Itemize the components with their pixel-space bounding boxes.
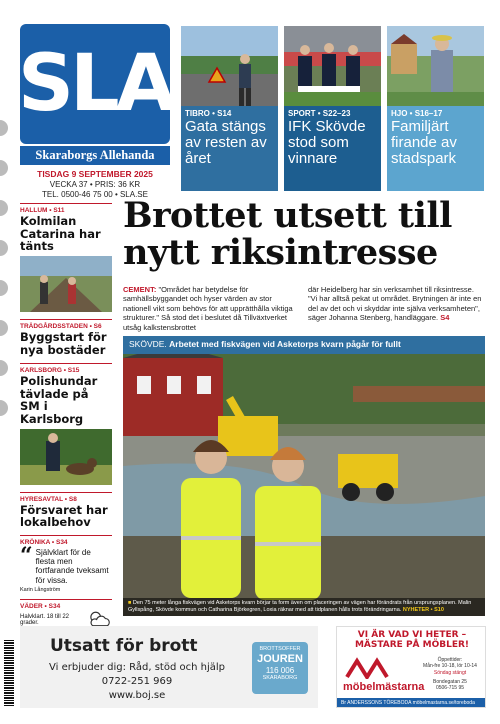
ad-title: Utsatt för brott <box>50 636 198 656</box>
hours: Mån-fre 10-18, lör 10-14 <box>423 663 477 670</box>
contact-info: TEL. 0500-46 75 00 • SLA.SE <box>42 190 148 200</box>
left-kicker: KARLSBORG • S15 <box>20 367 80 375</box>
ad-brand: möbelmästarna <box>343 681 425 693</box>
lede-column-1 <box>123 285 300 332</box>
hours-title: Öppettider: <box>437 657 463 663</box>
column-author: Karin Långström <box>20 586 61 593</box>
polishund-photo <box>20 429 112 485</box>
caption-bullet-icon: ■ <box>128 600 132 606</box>
barcode <box>4 640 14 706</box>
caption-text: Den 75 meter långa fiskvägen vid Asketorps kvarn börjar ta form även om placeringen av vägen har förändrats från ursprungsplanen. Malin Gyllspång, Skövde kommun och Catharina Björkegren, Loxia räknar med att tidplanen hålls trots förändringarna. <box>128 600 472 613</box>
photo-title-bar <box>123 336 485 354</box>
left-column <box>20 203 112 628</box>
ad-info <box>417 657 483 691</box>
registration-marks <box>0 120 10 440</box>
teaser-photo <box>284 26 381 106</box>
left-kicker: KRÖNIKA • S34 <box>20 539 68 547</box>
top-teasers <box>181 26 485 191</box>
issue-date: TISDAG 9 SEPTEMBER 2025 <box>37 169 153 179</box>
lede-text-2: där Heidelberg har sin verksamhet till riksintresse. "Vi har alltså pekat ut området. Brytningen är inte en del av det och vi skyddar inte själva verksamheten", säger Johanna Stenberg, handläggare. <box>308 285 482 323</box>
main-headline[interactable]: Brottet utsett till nytt riksintresse <box>123 195 452 273</box>
kolmila-photo <box>20 256 112 312</box>
left-headline: Byggstart för nya bostäder <box>20 329 107 357</box>
quote-icon: “ <box>20 543 33 570</box>
mobel-logo-icon <box>345 657 405 679</box>
phone: 0506-715 95 <box>435 685 465 691</box>
teaser-headline: Familjärt firande av stadspark <box>391 118 457 167</box>
teaser-box <box>284 106 381 191</box>
ad-url[interactable]: www.boj.se <box>108 690 166 701</box>
lede-text-1: "Området har betydelse för samhällsbyggandet och hyser värden av stor nationell vikt som behövs för att upprätthålla viktiga strukturer." Så stod det i beslutet då Tillväxtverket utsåg kalkstensbrottet <box>123 285 293 332</box>
ad-line: Vi erbjuder dig: Råd, stöd och hjälp <box>49 662 225 673</box>
masthead <box>17 24 173 200</box>
teaser-kicker: HJO • S16–17 <box>391 109 443 118</box>
sunday: Söndag stängt <box>433 669 467 676</box>
address: Bondegatan 25 <box>433 678 467 685</box>
badge-mid: JOUREN <box>257 652 303 665</box>
ad-footer: Br ANDERSSONS TÖREBODA möbelmastarna.se/toreboda <box>337 698 485 707</box>
jouren-badge <box>252 642 308 694</box>
left-headline: Försvaret har lokalbehov <box>20 502 108 530</box>
teaser-sport[interactable] <box>284 26 381 191</box>
left-item-vader[interactable] <box>20 599 112 628</box>
lede-page-ref: S4 <box>440 313 450 323</box>
teaser-hjo[interactable] <box>387 26 484 191</box>
badge-sub: SKARABORG <box>262 675 298 682</box>
badge-top: BROTTSOFFER <box>259 646 301 652</box>
main-lede <box>123 285 485 332</box>
ad-title: VI ÄR VAD VI HETER – MÄSTARE PÅ MÖBLER! <box>354 630 470 650</box>
left-kicker: TRÄDGÅRDSSTADEN • S6 <box>20 322 102 330</box>
caption-page-ref: NYHETER • S10 <box>402 606 444 613</box>
logo: SLA <box>20 24 170 144</box>
teaser-photo <box>181 26 278 106</box>
column-quote: Självklart för de flesta men fortfarande tveksamt för vissa. <box>35 548 109 585</box>
teaser-box <box>387 106 484 191</box>
left-kicker: HYRESAVTAL • S8 <box>20 495 77 503</box>
teaser-kicker: SPORT • S22–23 <box>288 109 351 118</box>
ad-phone: 0722-251 969 <box>101 676 173 687</box>
left-kicker: VÄDER • S34 <box>20 602 61 610</box>
issue-price: VECKA 37 • PRIS: 36 KR <box>49 180 141 190</box>
teaser-photo <box>387 26 484 106</box>
left-headline: Polishundar tävlade på SM i Karlsborg <box>20 374 98 427</box>
main-photo[interactable] <box>123 336 485 616</box>
badge-number: 116 006 <box>265 665 295 675</box>
left-item-kronika[interactable] <box>20 535 112 593</box>
teaser-headline: IFK Skövde stod som vinnare <box>288 118 366 167</box>
fiskvag-scene <box>123 336 485 616</box>
left-item-tradgardsstaden[interactable] <box>20 319 112 356</box>
left-kicker: HALLUM • S11 <box>20 207 65 214</box>
lede-column-2 <box>308 285 485 332</box>
left-item-hyresavtal[interactable] <box>20 492 112 529</box>
newspaper-name: Skaraborgs Allehanda <box>20 146 170 165</box>
weather-text: Halvklart. 18 till 22 grader. <box>20 613 70 626</box>
ad-mobelmastarna[interactable] <box>336 626 486 708</box>
teaser-headline: Gata stängs av resten av året <box>185 118 267 167</box>
teaser-box <box>181 106 278 191</box>
left-item-hallum[interactable] <box>20 203 112 312</box>
photo-caption <box>123 598 485 616</box>
teaser-tibro[interactable] <box>181 26 278 191</box>
photo-title: Arbetet med fiskvägen vid Asketorps kvarn pågår för fullt <box>169 339 401 349</box>
lede-prefix: CEMENT: <box>123 285 157 294</box>
ad-brottsofferjouren[interactable] <box>20 626 318 708</box>
left-item-karlsborg[interactable] <box>20 363 112 485</box>
left-headline: Kolmilan Catarina har tänts <box>20 214 101 254</box>
photo-kicker: SKÖVDE. <box>129 339 167 349</box>
teaser-kicker: TIBRO • S14 <box>185 109 232 118</box>
